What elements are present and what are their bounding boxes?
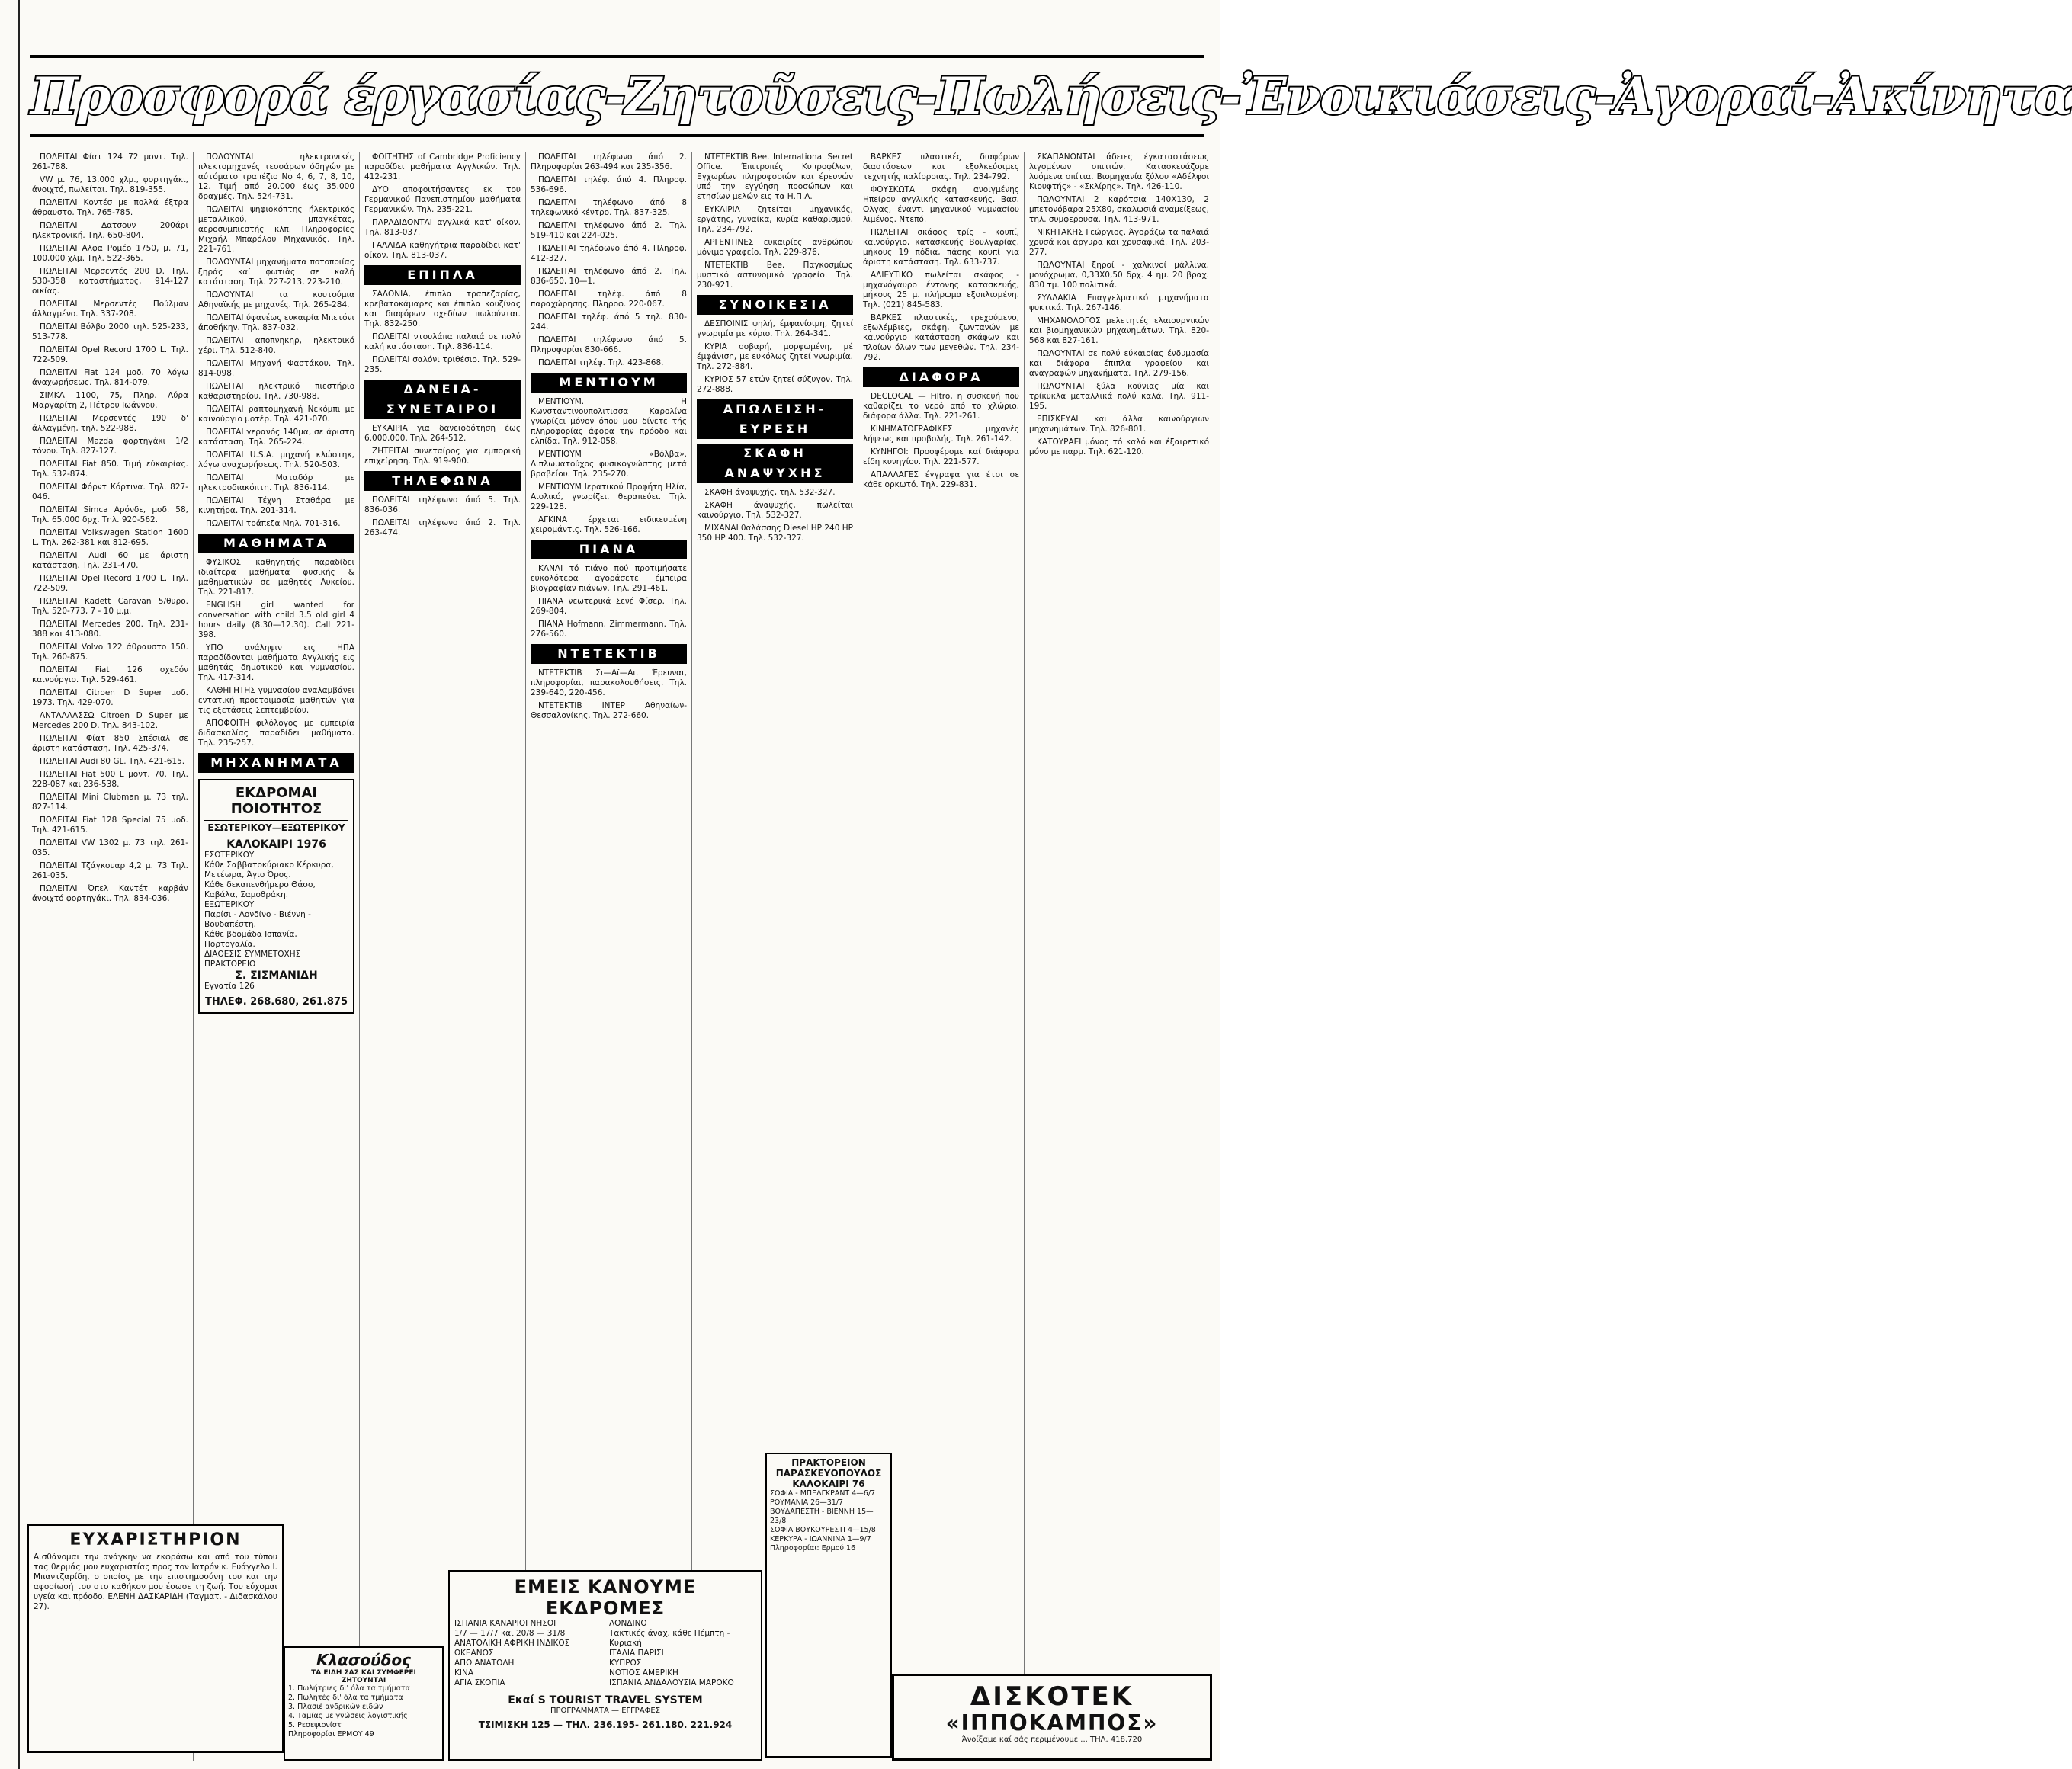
ad-item: ΠΩΛΕΙΤΑΙ U.S.A. μηχανή κλώστηκ, λόγω αναχωρήσεως. Τηλ. 520-503.: [198, 450, 354, 469]
ad-item: ΠΩΛΕΙΤΑΙ Fiat 124 μοδ. 70 λόγω άναχωρήσεως. Τηλ. 814-079.: [32, 368, 188, 387]
destination: ΑΓΙΑ ΣΚΟΠΙΑ: [454, 1678, 505, 1687]
section-header-skafi: ΣΚΑΦΗ ΑΝΑΨΥΧΗΣ: [697, 444, 853, 483]
left-margin-strip: [0, 0, 20, 1769]
ekdromai-title: ΕΚΔΡΟΜΑΙ ΠΟΙΟΤΗΤΟΣ: [230, 785, 322, 817]
ad-item: ΚΥΡΙΑ σοβαρή, μορφωμένη, μέ έμφάνιση, με ευκόλως ζητεί γνωριμία. Τηλ. 272-884.: [697, 342, 853, 371]
travel-address: ΤΣΙΜΙΣΚΗ 125 — ΤΗΛ. 236.195- 261.180. 221.924: [478, 1719, 733, 1730]
destination: ΙΤΑΛΙΑ ΠΑΡΙΣΙ: [609, 1649, 664, 1658]
ad-item: ΦΥΣΙΚΟΣ καθηγητής παραδίδει ιδιαίτερα μαθήματα φυσικής & μαθηματικών σε μαθητές Λυκείου. Τηλ. 221-817.: [198, 558, 354, 597]
ad-item: ΜΕΝΤΙΟΥΜ. Η Κωνσταντινουπολιτισσα Καρολίνα γνωρίζει μόνον όπου μου δίνετε τής πληροφορίας άφορα την πρόοδο και ελπίδα. Τηλ. 912-058.: [531, 397, 687, 446]
ad-item: ΠΩΛΕΙΤΑΙ Mazda φορτηγάκι 1/2 τόνου. Τηλ. 827-127.: [32, 437, 188, 456]
klasoudos-line: 2. Πωλητές δι' όλα τα τμήματα: [288, 1694, 403, 1702]
destination: ΑΝΑΤΟΛΙΚΗ ΑΦΡΙΚΗ ΙΝΔΙΚΟΣ ΩΚΕΑΝΟΣ: [454, 1639, 570, 1658]
ad-item: ΓΑΛΛΙΔΑ καθηγήτρια παραδίδει κατ' οίκον. Τηλ. 813-037.: [364, 241, 521, 260]
ekdromai-line: Παρίσι - Λονδίνο - Βιέννη - Βουδαπέστη.: [204, 910, 311, 929]
ad-item: ΑΠΟΦΟΙΤΗ φιλόλογος με εμπειρία διδασκαλίας παραδίδει μαθήματα. Τηλ. 235-257.: [198, 719, 354, 748]
ad-item: ΣΚΑΦΗ άναψυχής, πωλείται καινούργιο. Τηλ. 532-327.: [697, 501, 853, 520]
paraskevopoulos-line: ΣΟΦΙΑ - ΜΠΕΛΓΚΡΑΝΤ 4—6/7: [770, 1489, 876, 1498]
ad-item: ΝΙΚΗΤΑΚΗΣ Γεώργιος. Άγοράζω τα παλαιά χρυσά και άργυρα και χρυσαφικά. Τηλ. 203-277.: [1029, 228, 1209, 257]
discotheque-ad: [892, 1674, 1212, 1761]
ad-item: ΑΝΤΑΛΛΑΣΣΩ Citroen D Super με Mercedes 200 D. Τηλ. 843-102.: [32, 711, 188, 730]
section-header-mathimata: ΜΑΘΗΜΑΤΑ: [198, 534, 354, 553]
ad-item: ΠΩΛΕΙΤΑΙ Μερσεντές 190 δ' άλλαγμένη, τηλ. 522-988.: [32, 414, 188, 433]
section-header-synoikesia: ΣΥΝΟΙΚΕΣΙΑ: [697, 295, 853, 315]
paraskevopoulos-line: ΚΕΡΚΥΡΑ - ΙΩΑΝΝΙΝΑ 1—9/7: [770, 1535, 871, 1543]
klasoudos-line: 5. Ρεσεψιονίστ: [288, 1721, 342, 1729]
ad-item: ΠΩΛΕΙΤΑΙ ψηφιοκόπτης ήλεκτρικός μεταλλικού, μπαγκέτας, αεροσυμπιεστής κλπ. Πληροφορίες Μιχαήλ Μπαρόλου Μηχανικός. Τηλ. 221-761.: [198, 205, 354, 254]
ad-item: ΚΥΡΙΟΣ 57 ετών ζητεί σύζυγον. Τηλ. 272-888.: [697, 375, 853, 394]
ad-item: ΠΩΛΕΙΤΑΙ τηλέφ. άπό 4. Πληροφ. 536-696.: [531, 175, 687, 194]
ad-item: ΠΩΛΕΙΤΑΙ ραπτομηχανή Νεκόμπι με καινούργιο μοτέρ. Τηλ. 421-070.: [198, 405, 354, 424]
ad-item: ΠΩΛΕΙΤΑΙ τηλέφωνο άπό 2. Πληροφορίαι 263-494 και 235-356.: [531, 152, 687, 171]
paraskevopoulos-ad: [765, 1453, 892, 1758]
ad-item: ΠΩΛΕΙΤΑΙ τηλέφ. άπό 5 τηλ. 830-244.: [531, 312, 687, 332]
ad-item: ENGLISH girl wanted for conversation with child 3.5 old girl 4 hours daily (8.30—12.30). Call 221-398.: [198, 601, 354, 639]
ad-item: ΠΩΛΕΙΤΑΙ Volkswagen Station 1600 L. Τηλ. 262-381 και 812-695.: [32, 528, 188, 547]
section-header-mixanimata: ΜΗΧΑΝΗΜΑΤΑ: [198, 753, 354, 773]
ekdromai-phone: ΤΗΛΕΦ. 268.680, 261.875: [204, 996, 348, 1008]
ad-item: ΠΩΛΕΙΤΑΙ VW 1302 μ. 73 τηλ. 261-035.: [32, 838, 188, 857]
ad-item: ΠΩΛΕΙΤΑΙ Ματαδόρ με ηλεκτροδιακόπτη. Τηλ. 836-114.: [198, 473, 354, 492]
ad-item: ΥΠΟ ανάληψιν εις ΗΠΑ παραδίδονται μαθήματα Αγγλικής εις μαθητάς δημοτικού και γυμνασίου. Τηλ. 417-314.: [198, 643, 354, 682]
ad-item: ΕΥΚΑΙΡΙΑ για δανειοδότηση έως 6.000.000. Τηλ. 264-512.: [364, 424, 521, 443]
ad-item: ΠΩΛΕΙΤΑΙ Opel Record 1700 L. Τηλ. 722-509.: [32, 574, 188, 593]
section-header-tilefona: ΤΗΛΕΦΩΝΑ: [364, 471, 521, 491]
ad-item: ΒΑΡΚΕΣ πλαστικές διαφόρων διαστάσεων και εξολκεύσιμες τεχνητής παλίρροιας. Τηλ. 234-792.: [863, 152, 1019, 181]
paraskevopoulos-line: ΡΟΥΜΑΝΙΑ 26—31/7: [770, 1498, 844, 1507]
ad-item: ΠΩΛΕΙΤΑΙ ηλεκτρικό πιεστήριο καθαριστηρίου. Τηλ. 730-988.: [198, 382, 354, 401]
ad-item: ΠΩΛΕΙΤΑΙ Citroen D Super μοδ. 1973. Τηλ. 429-070.: [32, 688, 188, 707]
section-header-daneia: ΔΑΝΕΙΑ-ΣΥΝΕΤΑΙΡΟΙ: [364, 380, 521, 419]
ad-item: VW μ. 76, 13.000 χλμ., φορτηγάκι, άνοιχτό, πωλείται. Τηλ. 819-355.: [32, 175, 188, 194]
ad-item: ΚΑΤΟΥΡΑΕΙ μόνος τό καλό και έξαιρετικό μόνο με παρμ. Τηλ. 621-120.: [1029, 437, 1209, 457]
ad-item: ΠΩΛΕΙΤΑΙ τηλέφωνο άπό 2. Τηλ. 519-410 και 224-025.: [531, 221, 687, 240]
destination: 1/7 — 17/7 και 20/8 — 31/8: [454, 1629, 566, 1638]
destination: ΛΟΝΔΙΝΟ: [609, 1619, 647, 1628]
paraskevopoulos-line: Πληροφορίαι: Ερμού 16: [770, 1544, 856, 1553]
klasoudos-line: 4. Ταμίας με γνώσεις λογιστικής: [288, 1712, 408, 1720]
section-header-piana: ΠΙΑΝΑ: [531, 540, 687, 559]
klasoudos-line: 1. Πωλήτριες δι' όλα τα τμήματα: [288, 1684, 410, 1693]
ad-item: ΠΩΛΕΙΤΑΙ σκάφος τρίς - κουπί, καινούργιο, κατασκευής Βουλγαρίας, μήκους 19 πόδια, πάσης κουπί για άριστη κατάσταση. Τηλ. 633-737.: [863, 228, 1019, 267]
ad-item: ΑΠΑΛΛΑΓΕΣ έγγραφα για έτσι σε κάθε ορκωτό. Τηλ. 229-831.: [863, 470, 1019, 489]
ad-item: ΠΩΛΕΙΤΑΙ Audi 80 GL. Τηλ. 421-615.: [40, 757, 185, 766]
ad-item: ΠΩΛΕΙΤΑΙ Μερσεντές 200 D. Τηλ. 530-358 καταστήματος, 914-127 οικίας.: [32, 267, 188, 296]
ad-item: ΚΑΝΑΙ τό πιάνο πού προτιμήσατε ευκολότερα αγοράσετε έμπειρα βιογραφίαν πιάνων. Τηλ. 291-461.: [531, 564, 687, 593]
ad-item: ΣΚΑΦΗ άναψυχής, τηλ. 532-327.: [704, 488, 836, 497]
ad-item: ΠΩΛΕΙΤΑΙ Fiat 500 L μοντ. 70. Τηλ. 228-087 και 236-538.: [32, 770, 188, 789]
ekdromai-season: ΚΑΛΟΚΑΙΡΙ 1976: [226, 838, 326, 851]
ad-item: ΜΕΝΤΙΟΥΜ Ιερατικού Προφήτη Ηλία, Αιολικό, γνωρίζει, θεραπεύει. Τηλ. 229-128.: [531, 482, 687, 511]
ad-item: ΣΙΜΚΑ 1100, 75, Πληρ. Αύρα Μαργαρίτη 2, Πέτρου Ιωάννου.: [32, 391, 188, 410]
ad-item: ΠΩΛΕΙΤΑΙ τηλέφ. Τηλ. 423-868.: [538, 358, 664, 367]
klasoudos-line: 3. Πλασιέ ανδρικών ειδών: [288, 1703, 383, 1711]
ad-item: ΑΓΚΙΝΑ έρχεται ειδικευμένη χειρομάντις. Τηλ. 526-166.: [531, 515, 687, 534]
travel-destinations: [454, 1619, 756, 1688]
ad-item: ΠΩΛΕΙΤΑΙ Fiat 850. Τιμή εύκαιρίας. Τηλ. 532-874.: [32, 460, 188, 479]
ad-item: ΠΩΛΕΙΤΑΙ Mercedes 200. Τηλ. 231-388 και 413-080.: [32, 620, 188, 639]
ad-item: ΦΟΙΤΗΤΗΣ of Cambridge Proficiency παραδίδει μαθήματα Αγγλικών. Τηλ. 412-231.: [364, 152, 521, 181]
klasoudos-ad: [284, 1646, 444, 1761]
ekdromai-line: ΕΣΩΤΕΡΙΚΟΥ: [204, 851, 255, 860]
ad-item: ΠΩΛΕΙΤΑΙ Audi 60 με άριστη κατάσταση. Τηλ. 231-470.: [32, 551, 188, 570]
ad-item: ΠΩΛΕΙΤΑΙ Mini Clubman μ. 73 τηλ. 827-114.: [32, 793, 188, 812]
travel-agency-name: Εκαί S TOURIST TRAVEL SYSTEM: [508, 1694, 703, 1707]
ad-item: ΠΩΛΕΙΤΑΙ τράπεζα Μηλ. 701-316.: [206, 519, 341, 528]
ad-item: ΔΥΟ αποφοιτήσαντες εκ του Γερμανικού Πανεπιστημίου μαθήματα Γερμανικών. Τηλ. 235-221.: [364, 185, 521, 214]
destination: ΑΠΩ ΑΝΑΤΟΛΗ: [454, 1658, 515, 1668]
banner-top-rule: [30, 55, 1204, 58]
paraskevopoulos-line: ΣΟΦΙΑ ΒΟΥΚΟΥΡΕΣΤΙ 4—15/8: [770, 1526, 876, 1534]
ad-item: ΑΡΓΕΝΤΙΝΕΣ ευκαιρίες ανθρώπου μόνιμο γραφείο. Τηλ. 229-876.: [697, 238, 853, 257]
ad-item: ΠΩΛΕΙΤΑΙ Fiat 128 Special 75 μοδ. Τηλ. 421-615.: [32, 816, 188, 835]
ekdromai-line: Κάθε Σαββατοκύριακο Κέρκυρα, Μετέωρα, Άγιο Όρος.: [204, 860, 334, 880]
ad-item: ΠΩΛΕΙΤΑΙ Φίατ 850 Σπέσιαλ σε άριστη κατάσταση. Τηλ. 425-374.: [32, 734, 188, 753]
klasoudos-line: Πληροφορίαι ΕΡΜΟΥ 49: [288, 1730, 374, 1739]
banner-bottom-rule: [30, 134, 1204, 137]
column-3: [360, 152, 526, 1761]
column-1: [27, 152, 194, 1761]
klasoudos-title: Κλασούδος: [316, 1651, 412, 1669]
ad-item: ΠΩΛΕΙΤΑΙ τηλέφωνο άπό 2. Τηλ. 263-474.: [364, 518, 521, 537]
travel-ad: [448, 1570, 762, 1761]
ad-item: ΜΙΧΑΝΑΙ θαλάσσης Diesel HP 240 HP 350 HP 400. Τηλ. 532-327.: [697, 524, 853, 543]
section-header-ntetektiv: ΝΤΕΤΕΚΤΙΒ: [531, 644, 687, 664]
ad-item: ΠΩΛΕΙΤΑΙ Φόρντ Κόρτινα. Τηλ. 827-046.: [32, 482, 188, 502]
paraskevopoulos-line: ΒΟΥΔΑΠΕΣΤΗ - ΒΙΕΝΝΗ 15—23/8: [770, 1508, 874, 1525]
ad-item: ΠΩΛΕΙΤΑΙ Kadett Caravan 5/θυρο. Τηλ. 520-773, 7 - 10 μ.μ.: [32, 597, 188, 616]
column-2: [194, 152, 360, 1761]
ad-item: ΠΩΛΕΙΤΑΙ Volvo 122 άθραυστο 150. Τηλ. 260-875.: [32, 643, 188, 662]
ad-item: ΠΩΛΕΙΤΑΙ τηλέφωνο άπό 2. Τηλ. 836-650, 10—1.: [531, 267, 687, 286]
travel-program: ΠΡΟΓΡΑΜΜΑΤΑ — ΕΓΓΡΑΦΕΣ: [550, 1707, 661, 1715]
ekdromai-line: ΕΞΩΤΕΡΙΚΟΥ: [204, 900, 255, 909]
ad-item: ΠΩΛΕΙΤΑΙ Τέχνη Σταθάρα με κινητήρα. Τηλ. 201-314.: [198, 496, 354, 515]
disko-name: «ΙΠΠΟΚΑΜΠΟΣ»: [945, 1710, 1159, 1735]
destination: ΚΥΠΡΟΣ: [609, 1658, 642, 1668]
ad-item: ΠΩΛΕΙΤΑΙ Κοντέσ με πολλά έξτρα άθραυστο. Τηλ. 765-785.: [32, 198, 188, 217]
paraskevopoulos-title: ΠΡΑΚΤΟΡΕΙΟΝ ΠΑΡΑΣΚΕΥΟΠΟΥΛΟΣ ΚΑΛΟΚΑΙΡΙ 76: [775, 1457, 882, 1489]
ad-item: ΠΩΛΟΥΝΤΑΙ τα κουτούμια Αθηναϊκής με μηχανές. Τηλ. 265-284.: [198, 290, 354, 309]
ekdromai-subtitle: ΕΣΩΤΕΡΙΚΟΥ—ΕΞΩΤΕΡΙΚΟΥ: [204, 820, 348, 835]
ad-item: ΣΚΑΠΑΝΟΝΤΑΙ άδειες έγκαταστάσεως λιγομένων σπιτιών. Κατασκευάζομε λυόμενα σπίτια. Βιομηχανία ξύλου «Αδέλφοι Κιουφτής» - «Σκλίρης». Τηλ. 426-110.: [1029, 152, 1209, 191]
travel-right-list: [609, 1619, 756, 1688]
ad-item: ΑΛΙΕΥΤΙΚΟ πωλείται σκάφος - μηχανόγαυρο έντονης κατασκευής, μήκους 25 μ. πλήρωμα εξοπλισμένη. Τηλ. (021) 845-583.: [863, 271, 1019, 309]
ad-item: ΠΩΛΕΙΤΑΙ τηλέφωνο άπό 5. Πληροφορίαι 830-666.: [531, 335, 687, 354]
section-header-mentioum: ΜΕΝΤΙΟΥΜ: [531, 373, 687, 393]
ad-item: ΠΩΛΕΙΤΑΙ αποπνηκηρ, ηλεκτρικό χέρι. Τηλ. 512-840.: [198, 336, 354, 355]
ad-item: ΜΕΝΤΙΟΥΜ «Βόλβα». Διπλωματούχος φυσικογνώστης μετά βραβείου. Τηλ. 235-270.: [531, 450, 687, 479]
ad-item: ΣΑΛΟΝΙΑ, έπιπλα τραπεζαρίας, κρεβατοκάμαρες και έπιπλα κουζίνας και διαφόρων σχεδίων πωλούνται. Τηλ. 832-250.: [364, 290, 521, 328]
classifieds-banner: [30, 55, 2072, 137]
disko-title: ΔΙΣΚΟΤΕΚ: [970, 1681, 1134, 1712]
ad-item: ΝΤΕΤΕΚΤΙΒ Bee. International Secret Office. Έπιτροπές Κυπροφίλων, Εγχωρίων πληροφοριών και έρευνών υπό την εγγύηση προσώπων και ετησίων μελών εις τα Η.Π.Α.: [697, 152, 853, 201]
ad-item: ΦΟΥΣΚΩΤΑ σκάφη ανοιγμένης Ηπείρου αγγλικής κατασκευής. Βασ. Ολγας, έναντι μηχανικού γυμνασίου λιμένος. Ντεπό.: [863, 185, 1019, 224]
ekdromai-line: Κάθε βδομάδα Ισπανία, Πορτογαλία.: [204, 930, 297, 949]
ad-item: ΠΑΡΑΔΙΔΟΝΤΑΙ αγγλικά κατ' οίκον. Τηλ. 813-037.: [364, 218, 521, 237]
thanks-notice: [27, 1524, 284, 1753]
ad-item: ΠΩΛΕΙΤΑΙ Όπελ Καντέτ καρβάν άνοιχτό φορτηγάκι. Τηλ. 834-036.: [32, 884, 188, 903]
destination: ΙΣΠΑΝΙΑ ΚΑΝΑΡΙΟΙ ΝΗΣΟΙ: [454, 1619, 556, 1628]
ad-item: ΕΥΚΑΙΡΙΑ ζητείται μηχανικός, εργάτης, γυναίκα, κυρία καθαρισμού. Τηλ. 234-792.: [697, 205, 853, 234]
ad-item: ΖΗΤΕΙΤΑΙ συνεταίρος για εμπορική επιχείρηση. Τηλ. 919-900.: [364, 447, 521, 466]
ekdromai-line: Εγνατία 126: [204, 982, 255, 991]
ad-item: ΠΩΛΟΥΝΤΑΙ ηλεκτρονικές πλεκτομηχανές τεσσάρων όδηγών με αύτόματο τραπέζιο Νο 4, 6, 7, 8, 10, 12. Τιμή από 20.000 έως 35.000 δραχμές. Τηλ. 524-731.: [198, 152, 354, 201]
ad-item: ΠΩΛΕΙΤΑΙ Βόλβο 2000 τηλ. 525-233, 513-778.: [32, 322, 188, 341]
ad-item: ΠΩΛΕΙΤΑΙ Μηχανή Φαστάκου. Τηλ. 814-098.: [198, 359, 354, 378]
ad-item: ΝΤΕΤΕΚΤΙΒ Σι—Αϊ—Αι. Έρευναι, πληροφορίαι, παρακολουθήσεις. Τηλ. 239-640, 220-456.: [531, 668, 687, 697]
ad-item: ΠΩΛΟΥΝΤΑΙ ξηροί - χαλκινοί μάλλινα, μονόχρωμα, 0,33Χ0,50 δρχ. 4 ημ. 20 βραχ. 830 τμ. 100 πολιτικά.: [1029, 261, 1209, 290]
ad-item: ΠΩΛΟΥΝΤΑΙ 2 καρότσια 140Χ130, 2 μπετονόβαρα 25Χ80, σκαλωσιά αναμείξεως, τηλ. συμφερουσα. Τηλ. 413-971.: [1029, 195, 1209, 224]
ad-item: ΝΤΕΤΕΚΤΙΒ Bee. Παγκοσμίως μυστικό αστυνομικό γραφείο. Τηλ. 230-921.: [697, 261, 853, 290]
destination: ΝΟΤΙΟΣ ΑΜΕΡΙΚΗ: [609, 1668, 678, 1678]
ad-item: ΠΩΛΕΙΤΑΙ Fiat 126 σχεδόν καινούργιο. Τηλ. 529-461.: [32, 665, 188, 684]
ekdromai-line: Κάθε δεκαπενθήμερο Θάσο, Καβάλα, Σαμοθράκη.: [204, 880, 316, 899]
ekdromai-agent: Σ. ΣΙΣΜΑΝΙΔΗ: [235, 969, 318, 982]
ad-item: ΚΙΝΗΜΑΤΟΓΡΑΦΙΚΕΣ μηχανές λήψεως και προβολής. Τηλ. 261-142.: [863, 425, 1019, 444]
thanks-text: Αισθάνομαι την ανάγκην να εκφράσω και από του τύπου τας θερμάς μου ευχαριστίας προς τον Ιατρόν κ. Ευάγγελο Ι. Μπαντζαρίδη, ο οποίος με την επιστημοσύνη του και την αφοσίωσή του στο καθήκον μου έσωσε τη ζωή. Του εύχομαι υγεία και πρόοδο. ΕΛΕΝΗ ΔΑΣΚΑΡΙΔΗ (Ταγματ. - Διδασκάλου 27).: [34, 1553, 277, 1611]
ad-item: ΠΩΛΟΥΝΤΑΙ σε πολύ εύκαιρίας ένδυμασία και διάφορα έπιπλα γραφείου και αναγραφών μηχανήματα. Τηλ. 279-156.: [1029, 349, 1209, 378]
ad-item: ΠΩΛΟΥΝΤΑΙ ξύλα κούνιας μία και τρίκυκλα μεταλλικά πολύ καλά. Τηλ. 911-195.: [1029, 382, 1209, 411]
ad-item: ΚΑΘΗΓΗΤΗΣ γυμνασίου αναλαμβάνει εντατική προετοιμασία μαθητών για τις εξετάσεις Σεπτεμβρίου.: [198, 686, 354, 715]
ad-item: ΠΩΛΕΙΤΑΙ Τζάγκουαρ 4,2 μ. 73 Τηλ. 261-035.: [32, 861, 188, 880]
ad-item: ΠΙΑΝΑ νεωτερικά Σενέ Φίσερ. Τηλ. 269-804.: [531, 597, 687, 616]
ad-item: ΠΩΛΕΙΤΑΙ ντουλάπα παλαιά σε πολύ καλή κατάσταση. Τηλ. 836-114.: [364, 332, 521, 351]
ad-item: ΠΩΛΕΙΤΑΙ Simca Αρόνδε, μοδ. 58, Τηλ. 65.000 δρχ. Τηλ. 920-562.: [32, 505, 188, 524]
section-header-diafora: ΔΙΑΦΟΡΑ: [863, 367, 1019, 387]
ad-item: ΜΗΧΑΝΟΛΟΓΟΣ μελετητές ελαιουργικών και βιομηχανικών μηχανημάτων. Τηλ. 820-568 και 827-161.: [1029, 316, 1209, 345]
ad-item: ΣΥΛΛΑΚΙΑ Επαγγελματικό μηχανήματα ψυκτικά. Τηλ. 267-146.: [1029, 293, 1209, 312]
ekdromai-line: ΔΙΑΘΕΣΙΣ ΣΥΜΜΕΤΟΧΗΣ: [204, 950, 301, 959]
section-header-apoleseis: ΑΠΩΛΕΙΣΗ-ΕΥΡΕΣΗ: [697, 399, 853, 439]
destination: ΚΙΝΑ: [454, 1668, 474, 1678]
column-7: [1025, 152, 1214, 1761]
ad-item: ΠΩΛΕΙΤΑΙ τηλέφωνο άπό 5. Τηλ. 836-036.: [364, 495, 521, 514]
classified-columns: [27, 152, 1214, 1761]
ad-item: DECLOCAL — Filtro, η συσκευή που καθαρίζει το νερό από το χλώριο, διάφορα άλλα. Τηλ. 221-261.: [863, 392, 1019, 421]
banner-title: Προσφορά έργασίας-Ζητοῦσεις-Πωλήσεις-Ἐνοικιάσεις-Ἀγοραί-Ἀκίνητα: [30, 66, 2072, 126]
disko-footer: Άνοίξαμε καί σάς περιμένουμε ... ΤΗΛ. 418.720: [961, 1735, 1143, 1744]
ad-item: ΝΤΕΤΕΚΤΙΒ ΙΝΤΕΡ Αθηναίων-Θεσσαλονίκης. Τηλ. 272-660.: [531, 701, 687, 720]
ad-item: ΠΩΛΕΙΤΑΙ γερανός 140μα, σε άριστη κατάσταση. Τηλ. 265-224.: [198, 428, 354, 447]
klasoudos-sub: ΤΑ ΕΙΔΗ ΣΑΣ ΚΑΙ ΣΥΜΦΕΡΕΙ ΖΗΤΟΥΝΤΑΙ: [311, 1669, 416, 1684]
ad-item: ΠΩΛΕΙΤΑΙ Opel Record 1700 L. Τηλ. 722-509.: [32, 345, 188, 364]
travel-left-list: [454, 1619, 601, 1688]
section-header-epipla: ΕΠΙΠΛΑ: [364, 265, 521, 285]
column-4: [526, 152, 692, 1761]
ad-item: ΠΩΛΕΙΤΑΙ σαλόνι τριθέσιο. Τηλ. 529-235.: [364, 355, 521, 374]
ad-item: ΔΕΣΠΟΙΝΙΣ ψηλή, έμφανίσιμη, ζητεί γνωριμία με κύριο. Τηλ. 264-341.: [697, 319, 853, 338]
ad-item: ΚΥΝΗΓΟΙ: Προσφέρομε καί διάφορα είδη κυνηγίου. Τηλ. 221-577.: [863, 447, 1019, 466]
ad-item: ΠΩΛΟΥΝΤΑΙ μηχανήματα ποτοποιίας ξηράς καί φωτιάς σε καλή κατάσταση. Τηλ. 227-213, 223-210.: [198, 258, 354, 287]
thanks-title: ΕΥΧΑΡΙΣΤΗΡΙΟΝ: [69, 1530, 242, 1549]
ad-item: ΠΙΑΝΑ Hofmann, Zimmermann. Τηλ. 276-560.: [531, 620, 687, 639]
destination: Τακτικές άναχ. κάθε Πέμπτη - Κυριακή: [609, 1629, 730, 1648]
ad-item: ΒΑΡΚΕΣ πλαστικές, τρεχούμενο, εξωλέμβιες, σκάφη, ζωντανών με καινούργιο κατάσταση σκάφων και πλοίων όλων των μεγεθών. Τηλ. 234-792.: [863, 313, 1019, 362]
ekdromai-line: ΠΡΑΚΤΟΡΕΙΟ: [204, 960, 256, 969]
ad-item: ΠΩΛΕΙΤΑΙ τηλέφωνο άπό 4. Πληροφ. 412-327.: [531, 244, 687, 263]
travel-ad-title: ΕΜΕΙΣ ΚΑΝΟΥΜΕ ΕΚΔΡΟΜΕΣ: [514, 1576, 697, 1619]
ad-item: ΠΩΛΕΙΤΑΙ ύφανέως ευκαιρία Μπετόνι άποθήκην. Τηλ. 837-032.: [198, 313, 354, 332]
ad-item: ΠΩΛΕΙΤΑΙ τηλέφ. άπό 8 παραχώρησης. Πληροφ. 220-067.: [531, 290, 687, 309]
ad-item: ΠΩΛΕΙΤΑΙ Φίατ 124 72 μοντ. Τηλ. 261-788.: [32, 152, 188, 171]
ad-item: ΠΩΛΕΙΤΑΙ Δατσουν 200άρι ηλεκτρονική. Τηλ. 650-804.: [32, 221, 188, 240]
ad-item: ΠΩΛΕΙΤΑΙ τηλέφωνο άπό 8 τηλεφωνικό κέντρο. Τηλ. 837-325.: [531, 198, 687, 217]
destination: ΙΣΠΑΝΙΑ ΑΝΔΑΛΟΥΣΙΑ ΜΑΡΟΚΟ: [609, 1678, 734, 1687]
ad-item: ΠΩΛΕΙΤΑΙ Αλφα Ρομέο 1750, μ. 71, 100.000 χλμ. Τηλ. 522-365.: [32, 244, 188, 263]
ad-item: ΕΠΙΣΚΕΥΑΙ και άλλα καινούργιων μηχανημάτων. Τηλ. 826-801.: [1029, 415, 1209, 434]
ekdromai-poiotitos-box: [198, 779, 354, 1014]
ad-item: ΠΩΛΕΙΤΑΙ Μερσεντές Πούλμαν άλλαγμένο. Τηλ. 337-208.: [32, 300, 188, 319]
